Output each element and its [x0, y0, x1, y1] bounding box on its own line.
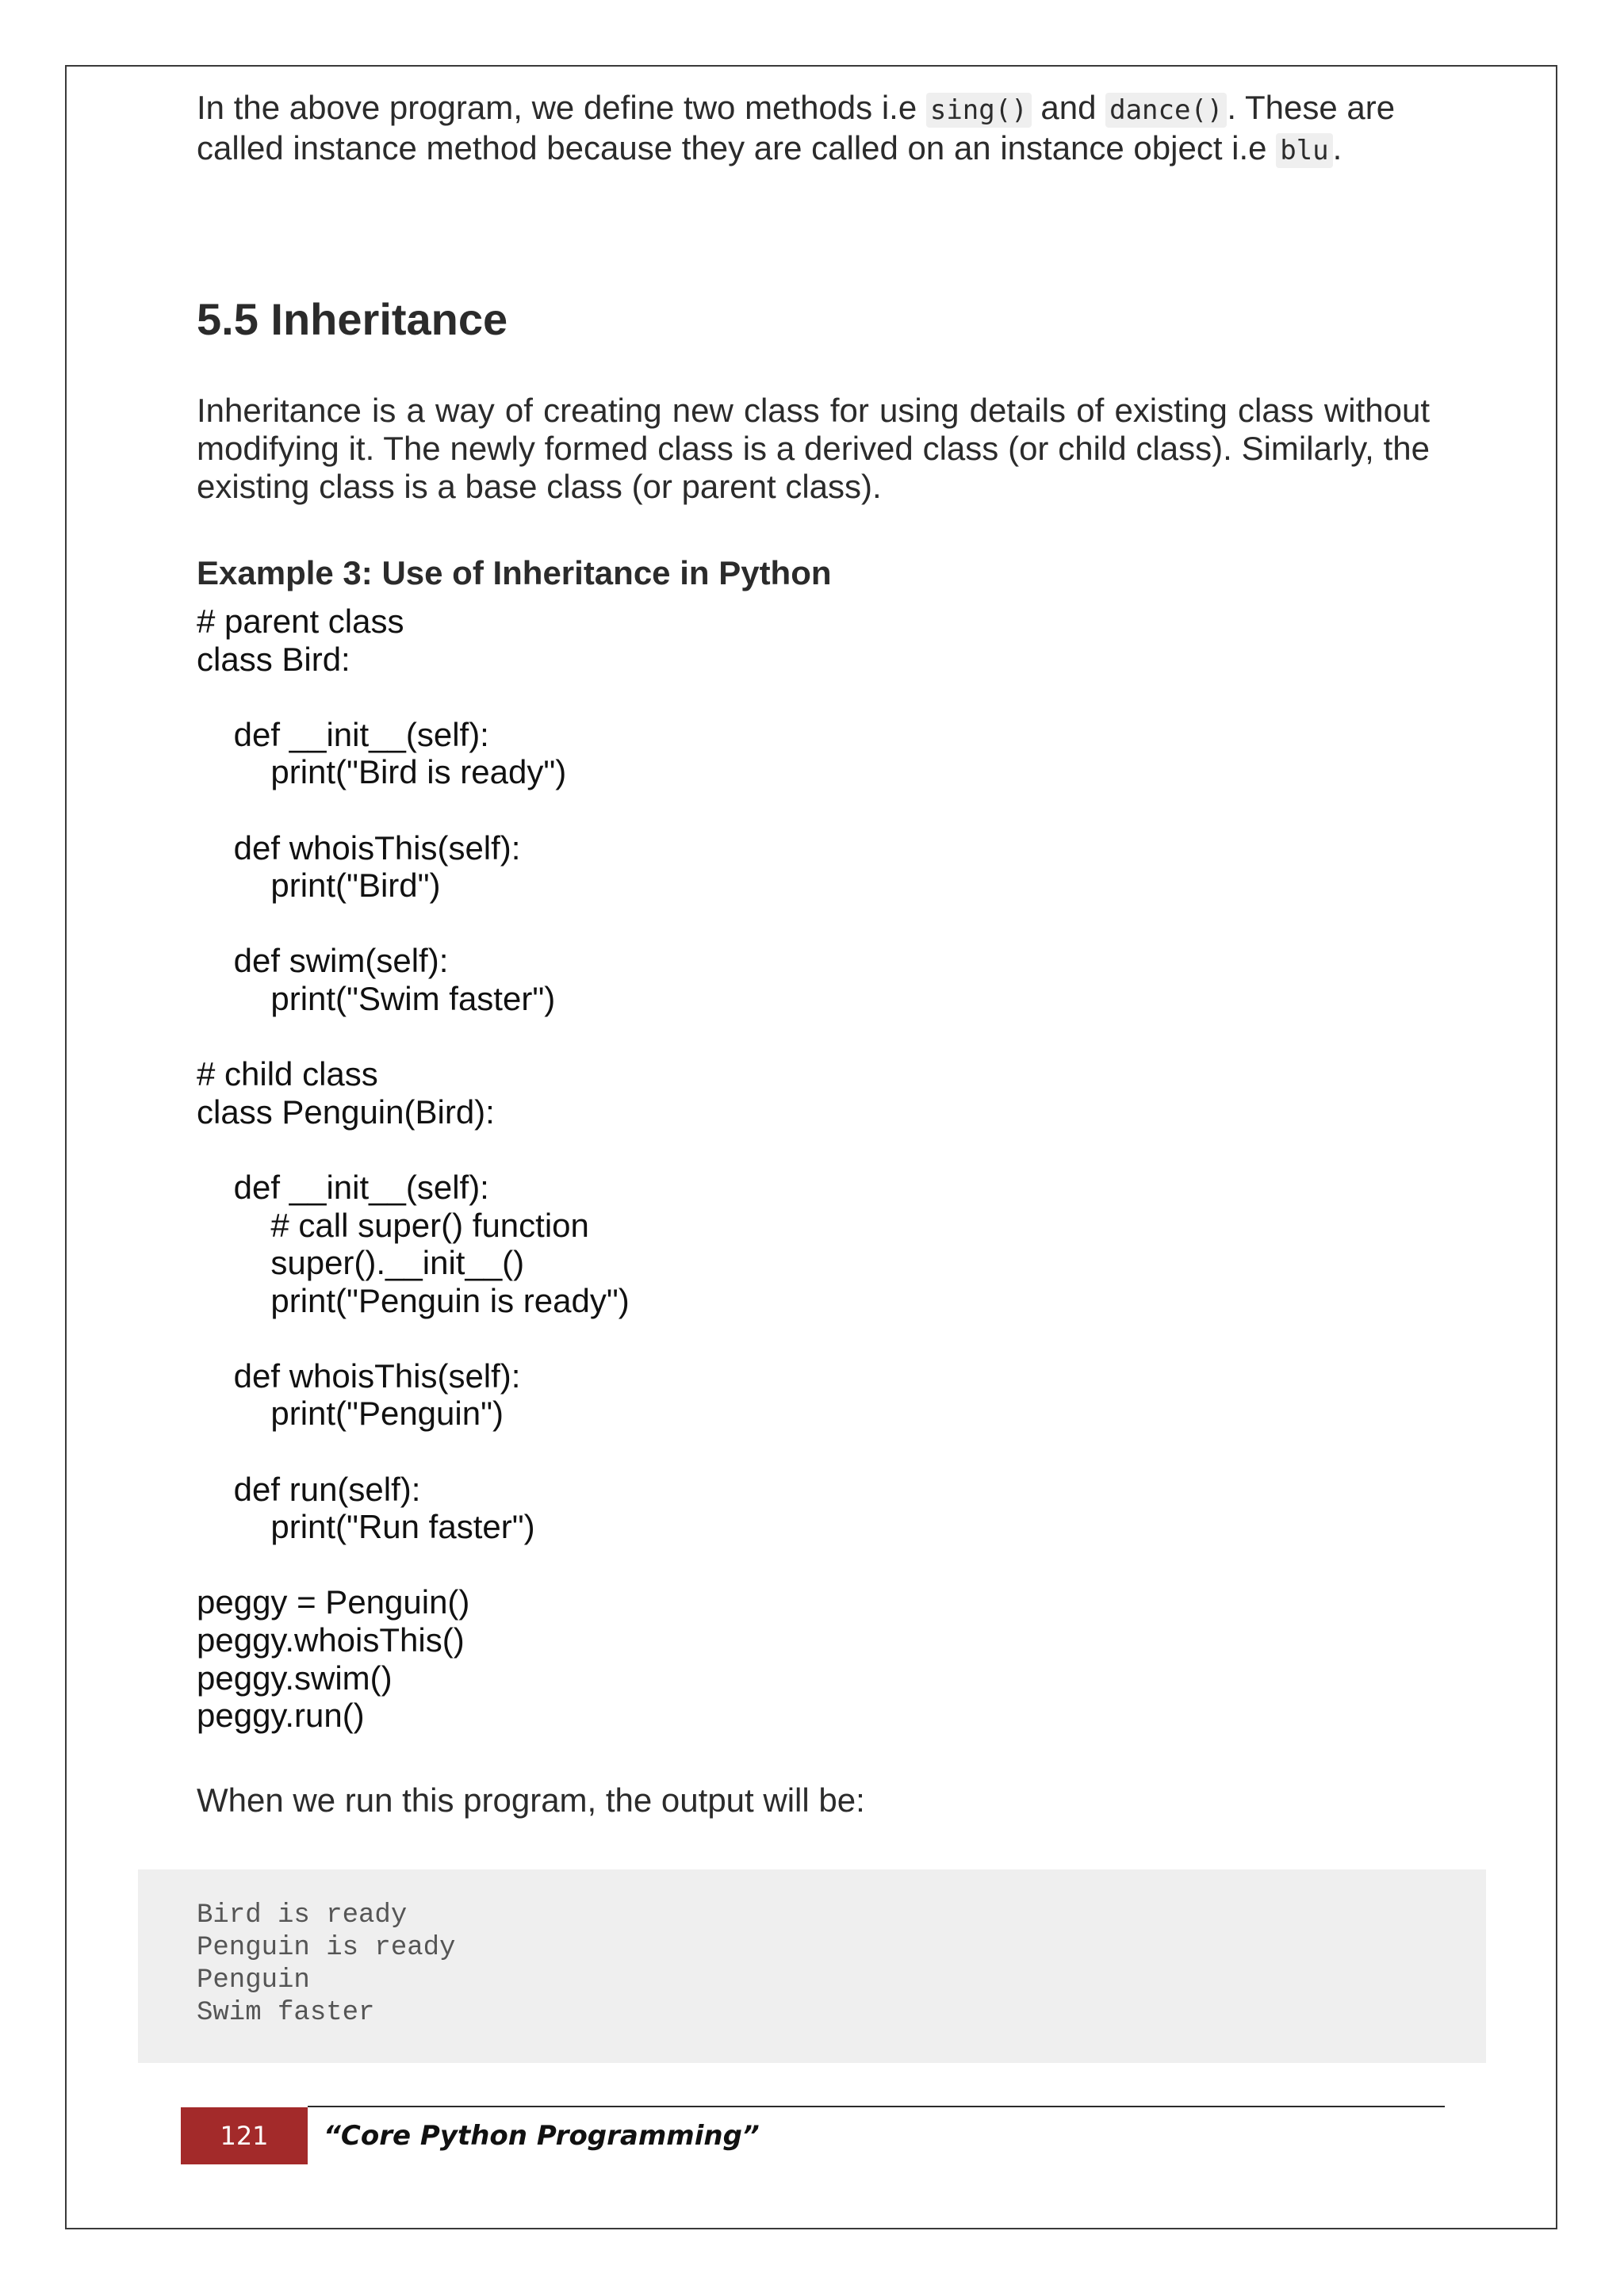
code-line: [197, 905, 1307, 943]
code-line: print("Penguin is ready"): [197, 1281, 630, 1319]
output-block: [138, 1869, 1486, 2063]
inline-code-sing: sing(): [926, 93, 1032, 128]
code-line: super().__init__(): [197, 1244, 525, 1282]
code-line: peggy = Penguin(): [197, 1583, 470, 1621]
code-listing: [197, 603, 1307, 1735]
inheritance-paragraph: Inheritance is a way of creating new class for using details of existing class without modifying it. The newly formed class is a derived class (or child class). Similarly, the existing class is a base class (or parent class).: [197, 392, 1430, 505]
code-line: [197, 1131, 1307, 1169]
code-line: # parent class: [197, 603, 404, 640]
code-line: print("Penguin"): [197, 1395, 504, 1433]
intro-paragraph: [197, 89, 1430, 170]
code-line: def run(self):: [197, 1470, 421, 1508]
code-line: def __init__(self):: [197, 1168, 489, 1206]
code-line: [197, 1018, 1307, 1056]
intro-text-1: In the above program, we define two methods i.e: [197, 89, 926, 126]
code-line: peggy.swim(): [197, 1659, 393, 1697]
inline-code-blu: blu: [1276, 133, 1332, 168]
section-heading: 5.5 Inheritance: [197, 294, 508, 344]
code-line: [197, 1433, 1307, 1471]
output-line: Swim faster: [197, 1998, 375, 2028]
intro-text-3: . These are called instance method because they are called on an instance object i.e: [197, 89, 1396, 166]
page-number: 121: [220, 2121, 269, 2151]
code-line: class Bird:: [197, 640, 350, 678]
code-line: print("Swim faster"): [197, 979, 556, 1017]
output-line: Bird is ready: [197, 1900, 408, 1931]
code-line: def whoisThis(self):: [197, 1357, 521, 1395]
inline-code-dance: dance(): [1105, 93, 1227, 128]
code-line: peggy.run(): [197, 1697, 365, 1735]
code-line: def whoisThis(self):: [197, 828, 521, 867]
output-line: Penguin: [197, 1965, 310, 1996]
example-title: Example 3: Use of Inheritance in Python: [197, 554, 832, 591]
run-output-intro: When we run this program, the output will be:: [197, 1781, 865, 1819]
code-line: print("Bird is ready"): [197, 753, 567, 791]
intro-text-4: .: [1332, 129, 1342, 166]
code-line: [197, 678, 1307, 716]
code-line: [197, 791, 1307, 829]
code-line: def swim(self):: [197, 942, 449, 980]
code-line: print("Bird"): [197, 867, 441, 905]
footer-rule: [308, 2106, 1445, 2107]
output-line: Penguin is ready: [197, 1933, 456, 1963]
intro-section: [197, 89, 1430, 170]
footer-book-title: “Core Python Programming”: [324, 2120, 760, 2152]
intro-text-2: and: [1031, 89, 1106, 126]
code-line: class Penguin(Bird):: [197, 1093, 495, 1131]
code-line: def __init__(self):: [197, 715, 489, 753]
footer-page-badge: [181, 2107, 308, 2164]
code-line: # call super() function: [197, 1206, 589, 1244]
code-line: print("Run faster"): [197, 1508, 535, 1546]
output-lines: [197, 1900, 455, 2030]
code-line: [197, 1546, 1307, 1584]
code-line: peggy.whoisThis(): [197, 1621, 465, 1659]
code-line: [197, 1319, 1307, 1357]
code-line: # child class: [197, 1055, 378, 1093]
